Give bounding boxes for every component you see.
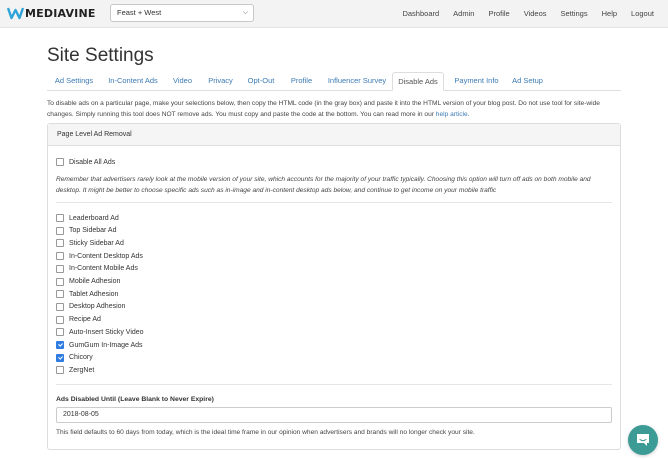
site-selector[interactable] xyxy=(110,4,254,22)
ad-option-label: Auto-Insert Sticky Video xyxy=(69,328,144,336)
ad-option[interactable] xyxy=(56,315,101,325)
ad-option-checkbox[interactable] xyxy=(56,265,64,273)
tab-video[interactable]: Video xyxy=(172,76,193,85)
ad-option-label: Desktop Adhesion xyxy=(69,303,126,311)
ad-option-label: Leaderboard Ad xyxy=(69,214,119,222)
disable-all-ads-checkbox[interactable] xyxy=(56,158,64,166)
ad-option[interactable] xyxy=(56,226,116,236)
ad-option[interactable] xyxy=(56,238,124,248)
ad-option-label: Sticky Sidebar Ad xyxy=(69,239,124,247)
ad-option-checkbox[interactable] xyxy=(56,303,64,311)
ad-option[interactable] xyxy=(56,302,125,312)
ad-option[interactable] xyxy=(56,213,119,223)
disable-all-ads-label: Disable All Ads xyxy=(69,158,116,166)
ad-option-checkbox[interactable] xyxy=(56,316,64,324)
tab-payment-info[interactable]: Payment Info xyxy=(454,76,499,85)
settings-tabs xyxy=(47,72,621,91)
page-title: Site Settings xyxy=(47,45,154,66)
ad-option-label: In-Content Desktop Ads xyxy=(69,252,143,260)
ads-disabled-until-input[interactable]: 2018-08-05 xyxy=(56,407,612,423)
chat-bubble-icon xyxy=(635,432,651,448)
ad-option-label: ZergNet xyxy=(69,366,95,374)
ad-option[interactable] xyxy=(56,365,94,375)
tab-in-content-ads[interactable]: In-Content Ads xyxy=(108,76,158,85)
ad-option-checkbox[interactable] xyxy=(56,214,64,222)
page-level-ad-removal-panel xyxy=(47,123,621,450)
ad-option-label: Mobile Adhesion xyxy=(69,278,121,285)
ad-option-checkbox[interactable] xyxy=(56,341,64,349)
ad-option-checkbox[interactable] xyxy=(56,252,64,260)
ad-option[interactable] xyxy=(56,251,143,261)
ad-option-label: Tablet Adhesion xyxy=(69,290,119,298)
disable-all-ads-option[interactable] xyxy=(56,157,115,167)
ad-option[interactable] xyxy=(56,327,144,337)
intro-body: To disable ads on a particular page, make your selections below, then copy the HTML code (in the gray box) and paste it into the HTML version of your blog post. Do not use tool for site-wide changes. Simply running this tool does NOT remove ads. You must copy and paste the code at the bottom. You can read more in our xyxy=(47,100,600,118)
intro-text xyxy=(47,99,623,120)
chevron-down-icon: ⌵ xyxy=(242,9,248,16)
main-nav xyxy=(388,0,654,27)
tab-privacy[interactable]: Privacy xyxy=(208,76,233,85)
tab-profile[interactable]: Profile xyxy=(290,76,313,85)
nav-profile[interactable]: Profile xyxy=(488,9,510,18)
ad-option-label: Recipe Ad xyxy=(69,316,101,324)
tab-ad-settings[interactable]: Ad Settings xyxy=(54,76,94,85)
chat-button[interactable] xyxy=(628,425,658,455)
panel-heading: Page Level Ad Removal xyxy=(48,124,620,146)
ad-option[interactable] xyxy=(56,353,93,363)
date-help-text: This field defaults to 60 days from today, which is the ideal time frame in our opinion when advertisers and brands will no longer check your site. xyxy=(56,429,475,436)
ad-option-label: Chicory xyxy=(69,354,93,362)
tab-opt-out[interactable]: Opt-Out xyxy=(247,76,275,85)
site-selector-value: Feast + West xyxy=(117,8,162,17)
nav-help[interactable]: Help xyxy=(601,9,618,18)
nav-settings[interactable]: Settings xyxy=(560,9,588,18)
ad-option[interactable] xyxy=(56,289,118,299)
divider xyxy=(56,202,612,203)
ad-option-checkbox[interactable] xyxy=(56,278,64,286)
ad-option[interactable] xyxy=(56,277,120,287)
ad-option-label: Top Sidebar Ad xyxy=(69,227,117,235)
ad-option-label: GumGum In-Image Ads xyxy=(69,341,143,349)
ad-option-checkbox[interactable] xyxy=(56,328,64,336)
ads-disabled-until-label: Ads Disabled Until (Leave Blank to Never Expire) xyxy=(56,396,214,403)
mediavine-logo[interactable] xyxy=(7,6,96,20)
top-bar xyxy=(0,0,668,28)
logo-text: MEDIAVINE xyxy=(25,6,96,20)
ad-option[interactable] xyxy=(56,264,138,274)
help-article-link[interactable]: help article xyxy=(435,110,468,118)
nav-videos[interactable]: Videos xyxy=(523,9,547,18)
nav-logout[interactable]: Logout xyxy=(631,9,654,18)
tab-influencer-survey[interactable]: Influencer Survey xyxy=(327,76,387,85)
nav-admin[interactable]: Admin xyxy=(453,9,475,18)
tab-ad-setup[interactable]: Ad Setup xyxy=(512,76,543,85)
mobile-warning-note: Remember that advertisers rarely look at the mobile version of your site, which accounts for the majority of your traffic typically. Choosing this option will turn off ads on both mobile and desktop. It might be better to choose specific ads such as in-image and in-content desktop ads below, and continue to get income on your mobile traffic xyxy=(56,176,591,194)
ad-option-checkbox[interactable] xyxy=(56,290,64,298)
ad-option-checkbox[interactable] xyxy=(56,354,64,362)
intro-period: . xyxy=(467,110,470,118)
ad-option-checkbox[interactable] xyxy=(56,366,64,374)
ad-option-label: In-Content Mobile Ads xyxy=(69,265,138,273)
mediavine-w-icon xyxy=(7,6,24,20)
nav-dashboard[interactable]: Dashboard xyxy=(402,9,440,18)
ad-option-checkbox[interactable] xyxy=(56,239,64,247)
ad-option-checkbox[interactable] xyxy=(56,227,64,235)
tab-disable-ads[interactable]: Disable Ads xyxy=(392,72,444,91)
divider xyxy=(56,384,612,385)
ad-option[interactable] xyxy=(56,340,143,350)
